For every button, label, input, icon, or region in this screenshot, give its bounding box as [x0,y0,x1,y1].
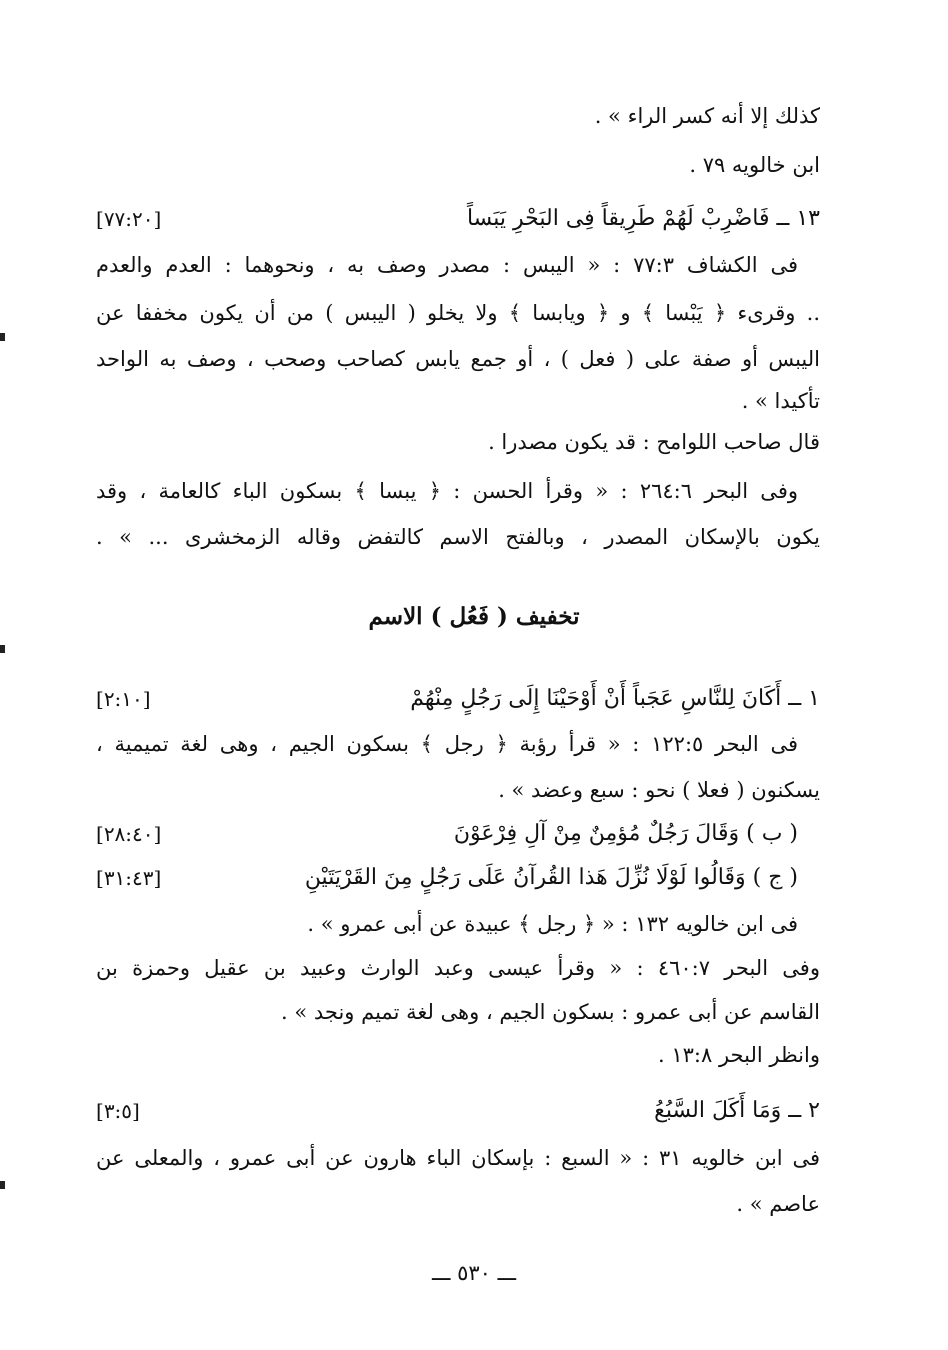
text-line: عاصم » . [736,1192,820,1216]
verse-reference: [٧٧:٢٠] [96,207,162,231]
text-line: تأكيدا » . [741,389,820,413]
quran-verse [96,856,820,900]
verse-text: ( ج ) وَقَالُوا لَوْلَا نُزِّلَ هَذا القُرآنُ عَلَى رَجُلٍ مِنَ القَرْيَتَيْنِ [304,865,798,890]
page-number: ـــ ٥٣٠ ـــ [431,1261,517,1285]
text-line: .. وقرىء ﴿ يَبْسا ﴾ و ﴿ ويابسا ﴾ ولا يخلو ( اليبس ) من أن يكون مخففا عن [96,301,820,325]
quran-verse [96,812,820,856]
verse-text: ١ ــ أَكَانَ لِلنَّاسِ عَجَباً أَنْ أَوْحَيْنَا إِلَى رَجُلٍ مِنْهُمْ [410,686,820,711]
verse-text: ( ب ) وَقَالَ رَجُلٌ مُؤمِنٌ مِنْ آلِ فِرْعَوْنَ [453,821,798,846]
text-line: ابن خالويه ٧٩ . [689,153,820,177]
text-line: فى ابن خالويه ٣١ : « السبع : بإسكان الباء هارون عن أبى عمرو ، والمعلى عن [96,1146,820,1170]
text-line: كذلك إلا أنه كسر الراء » . [594,104,820,128]
text-line: فى ابن خالويه ١٣٢ : « ﴿ رجل ﴾ عبيدة عن أبى عمرو » . [307,912,798,936]
verse-reference: [٣١:٤٣] [96,866,162,890]
quran-verse [96,197,820,241]
quran-verse [96,1089,820,1133]
verse-reference: [٢٨:٤٠] [96,822,162,846]
text-line: يكون بالإسكان المصدر ، وبالفتح الاسم كالتفض وقاله الزمخشرى ... » . [96,525,820,549]
text-line: فى الكشاف ٧٧:٣ : « اليبس : مصدر وصف به ، ونحوهما : العدم والعدم [96,253,799,277]
verse-reference: [٢:١٠] [96,687,151,711]
text-line: اليبس أو صفة على ( فعل ) ، أو جمع يابس كصاحب وصحب ، وصف به الواحد [96,347,820,371]
scan-mark [0,1181,5,1189]
quran-verse [96,677,820,721]
text-line: قال صاحب اللوامح : قد يكون مصدرا . [488,430,820,454]
scan-mark [0,333,5,341]
scan-mark [0,645,5,653]
text-line: وانظر البحر ١٣:٨ . [658,1043,820,1067]
verse-reference: [٣:٥] [96,1099,140,1123]
text-line: فى البحر ١٢٢:٥ : « قرأ رؤبة ﴿ رجل ﴾ بسكون الجيم ، وهى لغة تميمية ، [96,732,798,756]
section-heading: تخفيف ( فَعُل ) الاسم [368,603,580,630]
text-line: القاسم عن أبى عمرو : بسكون الجيم ، وهى لغة تميم ونجد » . [281,1000,820,1024]
text-line: وفى البحر ٤٦٠:٧ : « وقرأ عيسى وعبد الوارث وعبيد بن عقيل وحمزة بن [96,956,820,980]
verse-text: ٢ ــ وَمَا أَكَلَ السَّبُعُ [654,1098,820,1123]
text-line: وفى البحر ٢٦٤:٦ : « وقرأ الحسن : ﴿ يبسا ﴾ بسكون الباء كالعامة ، وقد [96,479,798,503]
verse-text: ١٣ ــ فَاضْرِبْ لَهُمْ طَرِيقاً فِى البَحْرِ يَبَساً [466,206,820,231]
text-line: يسكنون ( فعلا ) نحو : سبع وعضد » . [498,778,820,802]
